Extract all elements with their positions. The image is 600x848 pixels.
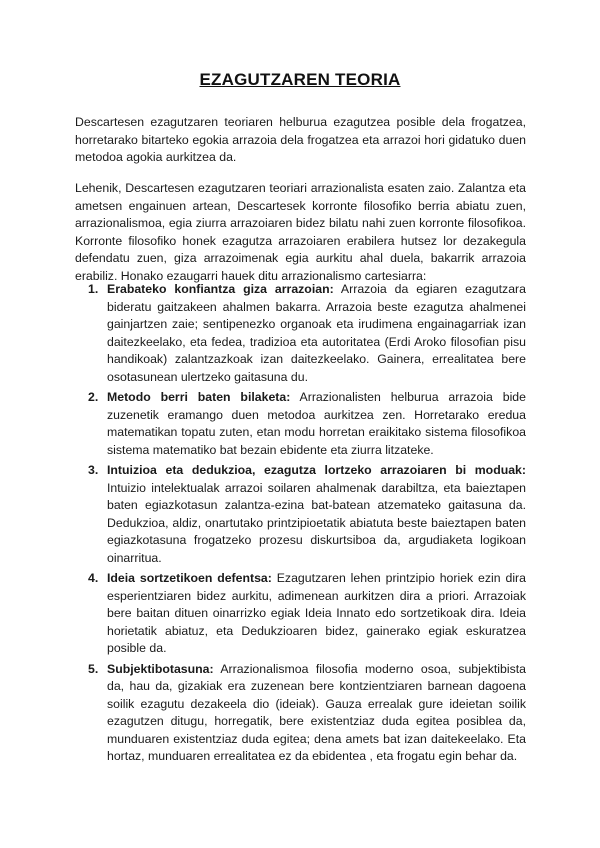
list-item-number: 1. <box>88 282 99 296</box>
characteristics-list <box>88 281 526 769</box>
list-item-heading: Erabateko konfiantza giza arrazoian: <box>107 282 334 296</box>
list-item-text: Arrazoia da egiaren ezagutzara bideratu gaitzakeen ahalmen bakarra. Arrazoia beste ezagutza ahalmenei gainjartzen zaie; sentipenezko organoak eta irudimena engainagarriak izan daitezkeelako, eta fedea, tradizioa eta autoritatea (Erdi Aroko filosofian pisu handikoak) zalantzazkoak izan daitezkeelako. Gainera, errealitatea bere osotasunean ulertzeko gaitasuna du. <box>107 282 526 384</box>
list-item <box>88 570 526 658</box>
list-item-number: 5. <box>88 661 99 676</box>
rationalism-paragraph: Lehenik, Descartesen ezagutzaren teoriari arrazionalista esaten zaio. Zalantza eta ametsen engainuen artean, Descartesek korronte filosofiko berria abiatu zuen, arrazionalismoa, egia ziurra arrazoiaren bidez bilatu nahi zuen korronte filosofikoa. Korronte filosofiko honek ezagutza arrazoiaren erabilera hutsez lor dezakegula defendatu zuen, giza arrazoimenak egia aurkitu ahal duela, bakarrik arrazoia erabiliz. Honako ezaugarri hauek ditu arrazionalismo cartesiarra: <box>75 181 526 283</box>
list-item-text: Intuizio intelektualak arrazoi soilaren ahalmenak darabiltza, eta baieztapen baten egiazkotasun zalantza-ezina bat-batean atzemateko gaitasuna da. Dedukzioa, aldiz, onartutako printzipioetatik abiatuta beste baieztapen baten egiazkotasuna frogatzeko prozesu diskurtsiboa da, argudiaketa logikoan oinarritua. <box>107 480 526 565</box>
intro-paragraph: Descartesen ezagutzaren teoriaren helburua ezagutzea posible dela frogatzea, horretarako bitarteko egokia arrazoia dela frogatzea eta arrazoi hori gidatuko duen metodoa agokia aurkitzea da. <box>75 115 526 164</box>
list-item-text: Arrazionalismoa filosofia moderno osoa, subjektibista da, hau da, gizakiak era zuzenean bere kontzientziaren barnean dagoena soilik ezagutu dezakeela dio (ideiak). Gauza errealak gure ideietan soilik ezagutzen ditugu, horregatik, bere existentziaz duda egitea posiblea da, munduaren existentziaz duda egitea; dena amets bat izan daitekeelako. Eta hortaz, munduaren errealitatea ez da ebidentea , eta frogatu egin behar da. <box>107 661 526 763</box>
list-item-heading: Intuizioa eta dedukzioa, ezagutza lortzeko arrazoiaren bi moduak: <box>107 463 526 477</box>
list-item-text: Arrazionalisten helburua arrazoia bide zuzenetik eramango duen metodoa aurkitzea zen. Horretarako eredua matematikan topatu zuten, etan modu horretan eraikitako sistema filosofikoa sistema matematiko bat bezain ebidente eta ziurra litzateke. <box>107 390 526 457</box>
list-item-heading: Metodo berri baten bilaketa: <box>107 390 291 404</box>
list-item-number: 4. <box>88 571 99 585</box>
list-item <box>88 462 526 567</box>
list-item-text: Ezagutzaren lehen printzipio horiek ezin dira esperientziaren bidez aurkitu, adimenean aurkitzen dira a priori. Arrazoiak bere baitan dituen oinarrizko egiak Ideia Innato edo sortzetikoak dira. Ideia horietatik abiatuz, eta Dedukzioaren bidez, gainerako egiak eskuratzea posible da. <box>107 571 526 655</box>
list-item-heading: Subjektibotasuna: <box>107 661 214 676</box>
list-item <box>88 281 526 386</box>
list-item-heading: Ideia sortzetikoen defentsa: <box>107 571 272 585</box>
document-title: EZAGUTZAREN TEORIA <box>199 70 401 89</box>
list-item-number: 3. <box>88 463 99 477</box>
list-item <box>88 661 526 766</box>
list-item-number: 2. <box>88 390 99 404</box>
list-item <box>88 389 526 459</box>
